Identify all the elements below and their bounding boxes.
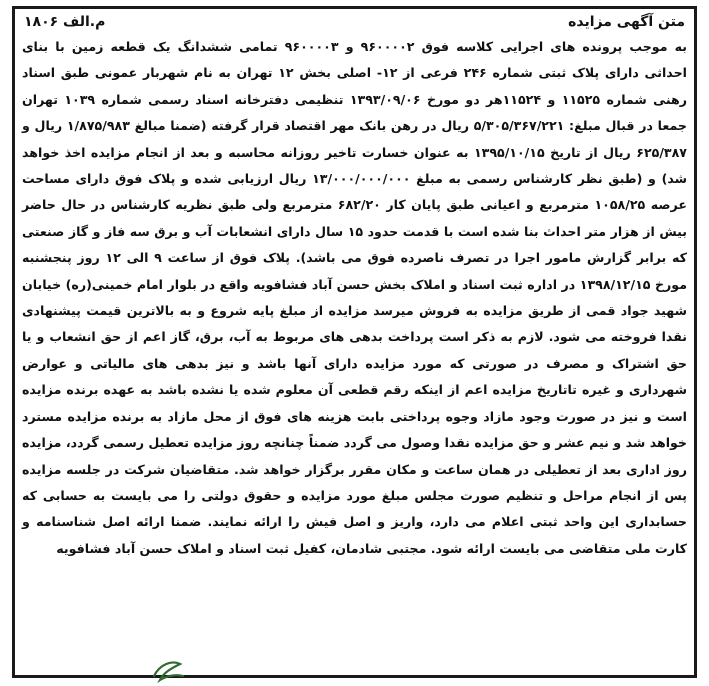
notice-header: [18, 10, 691, 34]
notice-title: متن آگهی مزایده: [568, 14, 685, 30]
notice-body: به موجب پرونده های اجرایی کلاسه فوق ۹۶۰۰۰۰۲ و ۹۶۰۰۰۰۳ تمامی ششدانگ یک قطعه زمین با بنای احداثی دارای پلاک ثبتی شماره ۲۴۶ فرعی از ۱۲- اصلی بخش ۱۲ تهران به نام شهربار عمونی طبق اسناد رهنی شماره ۱۱۵۲۵ و ۱۱۵۲۴هر دو مورخ ۱۳۹۳/۰۹/۰۶ تنظیمی دفترخانه اسناد رسمی شماره ۱۰۳۹ تهران جمعا در قبال مبلغ: ۵/۳۰۵/۳۶۷/۲۲۱ ریال در رهن بانک مهر اقتصاد قرار گرفته (ضمنا مبالغ ۱/۸۷۵/۹۸۳ ریال و ۶۲۵/۳۸۷ ریال از تاریخ ۱۳۹۵/۱۰/۱۵ به عنوان خسارت تاخیر روزانه محاسبه و بعد از انجام مزایده اخذ خواهد شد) و (طبق نظر کارشناس رسمی به مبلغ ۱۳/۰۰۰/۰۰۰/۰۰۰ ریال ارزیابی شده و پلاک فوق دارای مساحت عرصه ۱۰۵۸/۲۵ مترمربع و اعیانی طبق پایان کار ۶۸۲/۲۰ مترمربع ولی طبق نظریه کارشناس در حال حاضر بیش از هزار متر احداث بنا شده است با قدمت حدود ۱۵ سال دارای انشعابات آب و برق سه فاز و گاز صنعتی که برابر گزارش مامور اجرا در تصرف ناصرده فوق می باشد). پلاک فوق از ساعت ۹ الی ۱۲ روز پنجشنبه مورخ ۱۳۹۸/۱۲/۱۵ در اداره ثبت اسناد و املاک بخش حسن آباد فشافویه واقع در بلوار امام خمینی(ره) خیابان شهید جواد قمی از طریق مزایده به فروش میرسد مزایده از مبلغ پایه شروع و به بالاترین قیمت پیشنهادی نقدا فروخته می شود. لازم به ذکر است پرداخت بدهی های مربوط به آب، برق، گاز اعم از حق انشعاب و یا حق اشتراک و مصرف در صورتی که مورد مزایده دارای آنها باشد و نیز بدهی های مالیاتی و عوارض شهرداری و غیره تاتاریخ مزایده اعم از اینکه رقم قطعی آن معلوم شده یا نشده باشد به عهده برنده مزایده است و نیز در صورت وجود مازاد وجوه پرداختی بابت هزینه های فوق از محل مازاد به برنده مزایده مسترد خواهد شد و نیم عشر و حق مزایده نقدا وصول می گردد ضمناً چنانچه روز مزایده تعطیل رسمی گردد، مزایده روز اداری بعد از تعطیلی در همان ساعت و مکان مقرر برگزار خواهد شد. متقاضیان شرکت در جلسه مزایده پس از انجام مراحل و تنظیم صورت مجلس مبلغ مورد مزایده و حقوق دولتی را می بایست به حسابی که حسابداری این واحد ثبتی اعلام می دارد، واریز و اصل فیش را ارائه نمایند. ضمنا ارائه اصل شناسنامه و کارت ملی متقاضی می بایست ارائه شود. مجتبی شادمان، کفیل ثبت اسناد و املاک حسن آباد فشافویه: [22, 39, 688, 556]
notice-reference: م.الف ۱۸۰۶: [24, 14, 106, 30]
auction-notice: [18, 10, 691, 562]
handwritten-signature-mark: [150, 650, 186, 684]
